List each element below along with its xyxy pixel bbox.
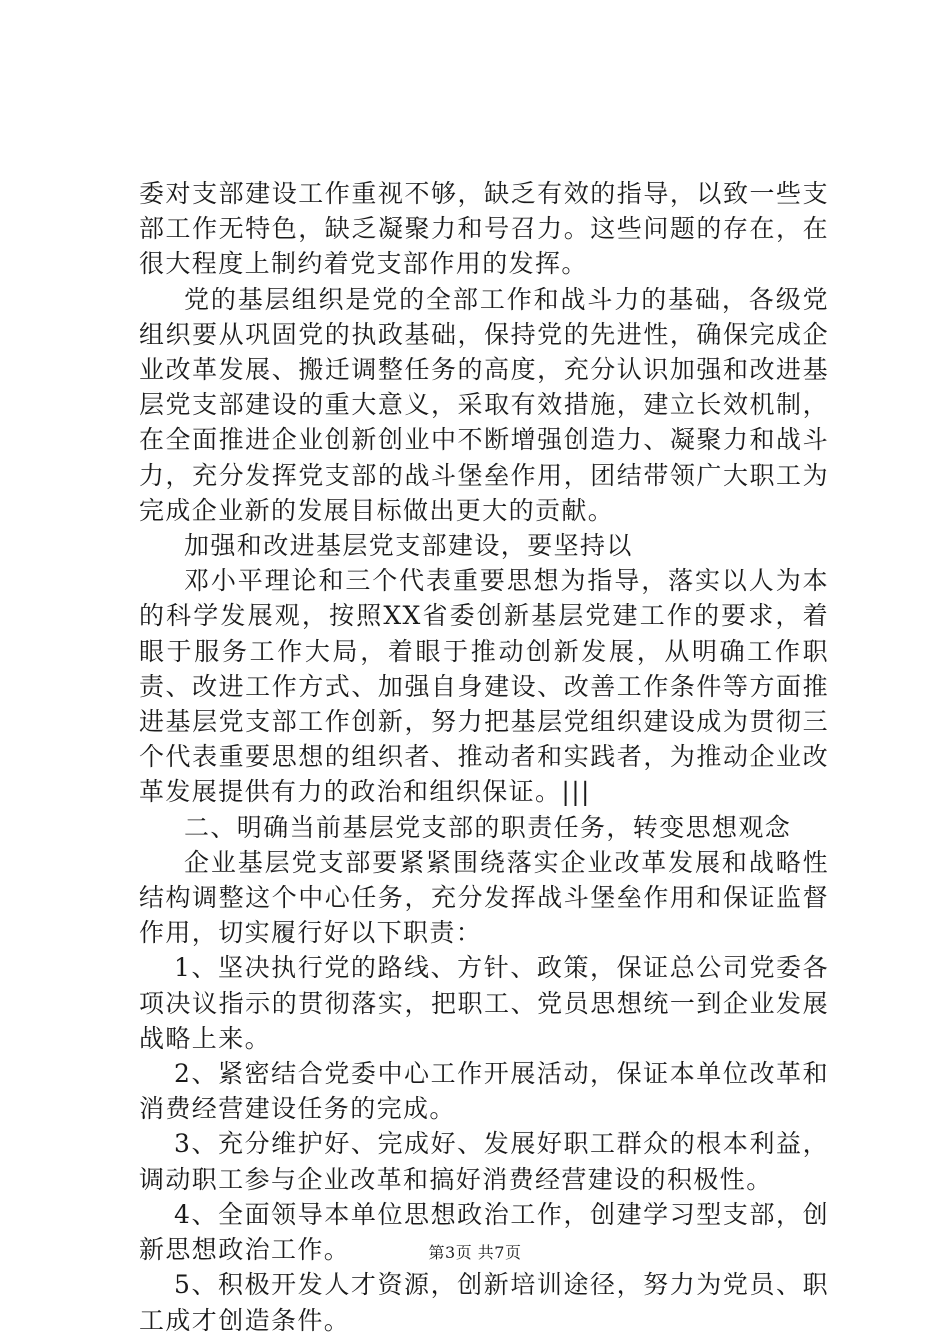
paragraph-duties-intro: 企业基层党支部要紧紧围绕落实企业改革发展和战略性结构调整这个中心任务，充分发挥战斗堡垒作用和保证监督作用，切实履行好以下职责： [139,847,829,948]
list-item-duty-4: 4、全面领导本单位思想政治工作，创建学习型支部，创新思想政治工作。 [139,1199,829,1265]
page-number-footer: 第3页 共7页 [428,1243,522,1262]
section-heading-duties: 二、明确当前基层党支部的职责任务，转变思想观念 [184,812,792,842]
paragraph-continuation: 委对支部建设工作重视不够，缺乏有效的指导，以致一些支部工作无特色，缺乏凝聚力和号召力。这些问题的存在，在很大程度上制约着党支部作用的发挥。 [139,179,829,279]
list-item-duty-2: 2、紧密结合党委中心工作开展活动，保证本单位改革和消费经营建设任务的完成。 [139,1059,829,1124]
paragraph-guiding-theory: 邓小平理论和三个代表重要思想为指导，落实以人为本的科学发展观，按照XX省委创新基层党建工作的要求，着眼于服务工作大局，着眼于推动创新发展，从明确工作职责、改进工作方式、加强自身建设、改善工作条件等方面推进基层党支部工作创新，努力把基层党组织建设成为贯彻三个代表重要思想的组织者、推动者和实践者，为推动企业改革发展提供有力的政治和组织保证。||| [139,566,829,807]
paragraph-strengthen-intro: 加强和改进基层党支部建设，要坚持以 [184,531,633,561]
paragraph-grassroots-foundation: 党的基层组织是党的全部工作和战斗力的基础，各级党组织要从巩固党的执政基础，保持党的先进性，确保完成企业改革发展、搬迁调整任务的高度，充分认识加强和改进基层党支部建设的重大意义，采取有效措施，建立长效机制，在全面推进企业创新创业中不断增强创造力、凝聚力和战斗力，充分发挥党支部的战斗堡垒作用，团结带领广大职工为完成企业新的发展目标做出更大的贡献。 [139,284,829,525]
list-item-duty-1: 1、坚决执行党的路线、方针、政策，保证总公司党委各项决议指示的贯彻落实，把职工、党员思想统一到企业发展战略上来。 [139,953,829,1053]
list-item-duty-3: 3、充分维护好、完成好、发展好职工群众的根本利益，调动职工参与企业改革和搞好消费经营建设的积极性。 [139,1129,829,1194]
document-body [139,176,829,1338]
list-item-duty-5: 5、积极开发人才资源，创新培训途径，努力为党员、职工成才创造条件。 [139,1270,829,1335]
